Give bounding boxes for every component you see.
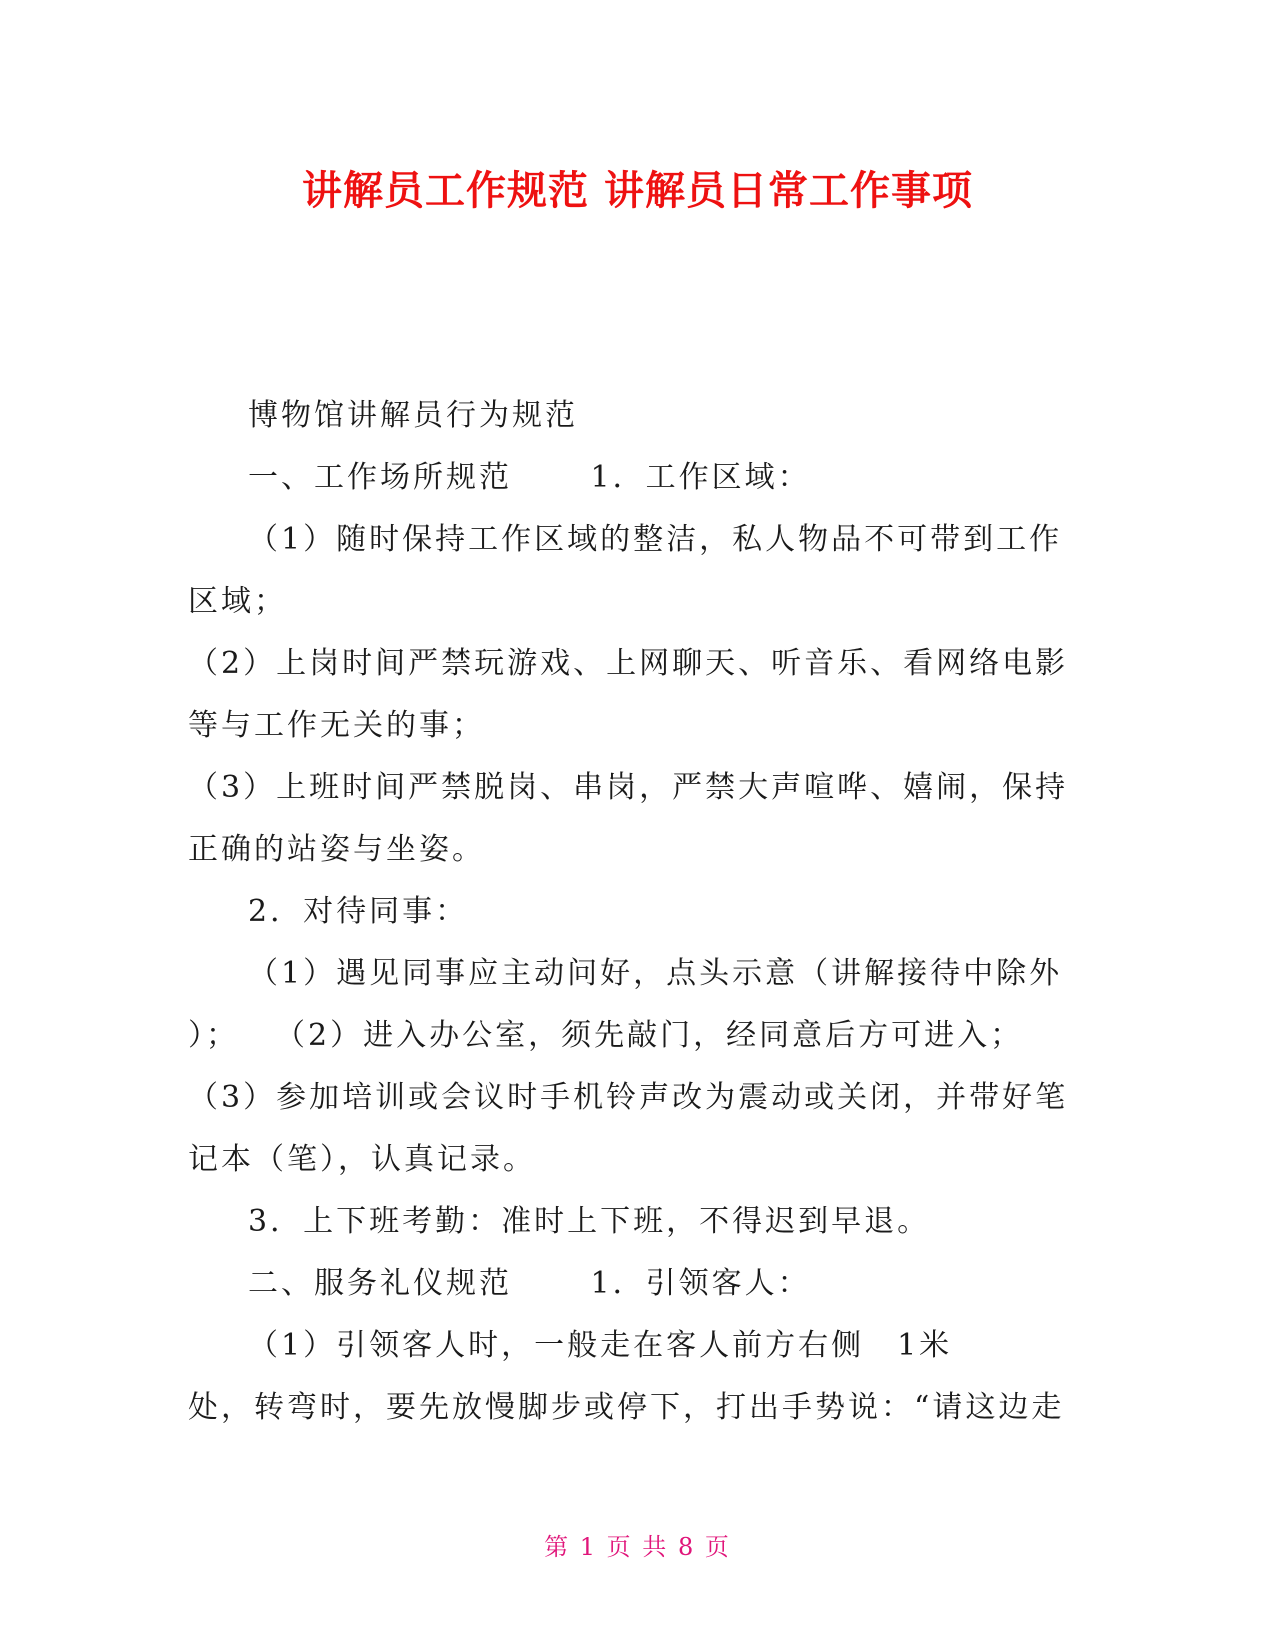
body-line-13: 记本（笔），认真记录。 [188, 1142, 536, 1177]
body-line-4: 区域； [188, 584, 287, 619]
body-line-17: 处，转弯时，要先放慢脚步或停下，打出手势说：“请这边走 [188, 1390, 1065, 1425]
body-line-12: （3）参加培训或会议时手机铃声改为震动或关闭，并带好笔 [188, 1080, 1069, 1115]
body-line-7: （3）上班时间严禁脱岗、串岗，严禁大声喧哗、嬉闹，保持 [188, 770, 1069, 805]
body-line-3: （1）随时保持工作区域的整洁，私人物品不可带到工作 [248, 522, 1063, 557]
body-line-8: 正确的站姿与坐姿。 [188, 832, 485, 867]
document-title: 讲解员工作规范 讲解员日常工作事项 [302, 168, 973, 214]
body-line-2: 一、工作场所规范 1．工作区域： [248, 460, 811, 495]
body-line-16: （1）引领客人时，一般走在客人前方右侧 1米 [248, 1328, 953, 1363]
body-line-14: 3．上下班考勤：准时上下班，不得迟到早退。 [248, 1204, 931, 1239]
body-line-9: 2．对待同事： [248, 894, 469, 929]
body-line-1: 博物馆讲解员行为规范 [248, 398, 578, 433]
page-footer: 第 1 页 共 8 页 [544, 1533, 731, 1561]
body-line-11: ）； （2）进入办公室，须先敲门，经同意后方可进入； [188, 1018, 1024, 1053]
body-line-5: （2）上岗时间严禁玩游戏、上网聊天、听音乐、看网络电影 [188, 646, 1069, 681]
body-line-15: 二、服务礼仪规范 1．引领客人： [248, 1266, 811, 1301]
body-line-6: 等与工作无关的事； [188, 708, 485, 743]
body-line-10: （1）遇见同事应主动问好，点头示意（讲解接待中除外 [248, 956, 1063, 991]
